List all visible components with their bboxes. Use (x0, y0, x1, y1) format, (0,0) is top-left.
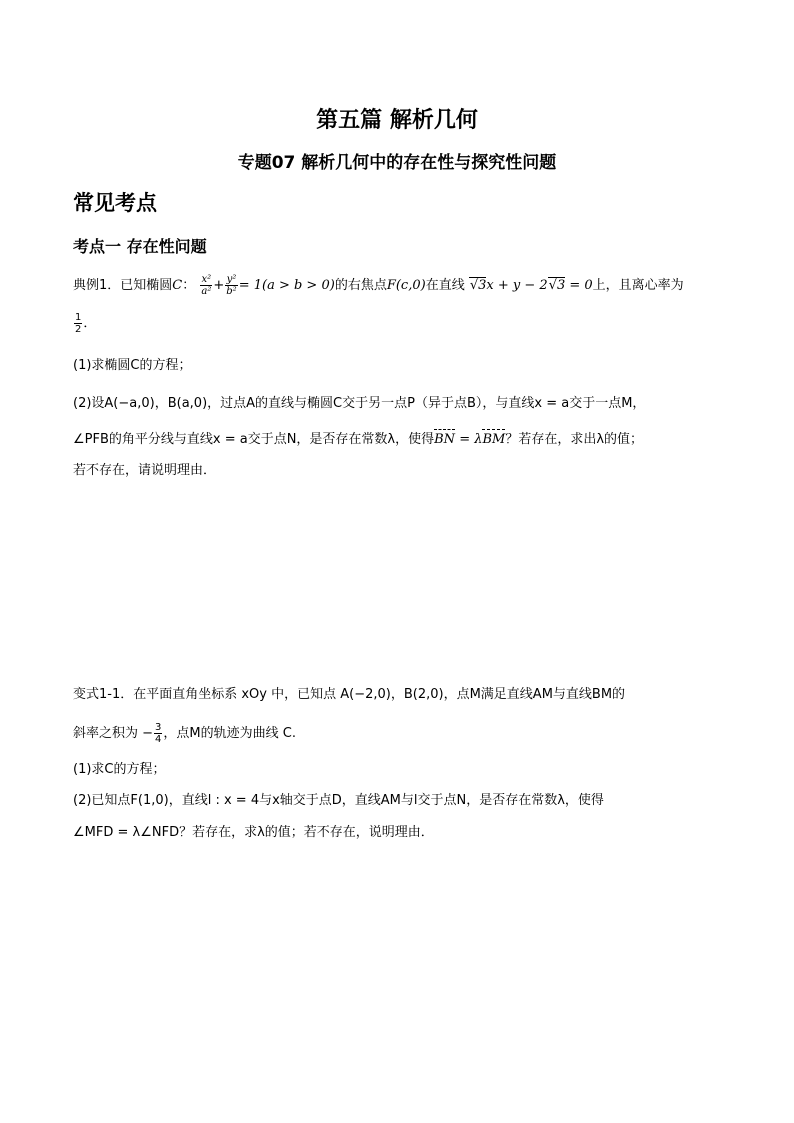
topic-subtitle: 专题07 解析几何中的存在性与探究性问题 (237, 153, 557, 173)
vector-bn: BN (434, 432, 456, 447)
fraction-x-over-a (200, 274, 212, 297)
sqrt-term: √3 (469, 278, 487, 293)
ellipse-condition: = 1(a > b > 0) (238, 278, 335, 293)
example1-question-2-line1: (2)设A(−a,0)，B(a,0)，过点A的直线与椭圆C交于另一点P（异于点B），与直线x = a交于一点M， (73, 396, 646, 411)
variant1-statement-line1: 变式1-1．在平面直角坐标系 xOy 中，已知点 A(−2,0)，B(2,0)，点M满足直线AM与直线BM的 (73, 687, 626, 702)
fraction-numerator: 3 (155, 722, 162, 733)
statement-text: 斜率之积为 − (73, 726, 154, 741)
equation-part: x + y − 2 (486, 278, 548, 293)
fraction-numerator: 1 (75, 312, 82, 323)
fraction-denominator: a² (201, 286, 212, 297)
focus-text: 的右焦点 (334, 278, 387, 293)
variant1-question-2-line1: (2)已知点F(1,0)，直线l : x = 4与x轴交于点D，直线AM与l交于点N，是否存在常数λ，使得 (73, 793, 604, 808)
example1-question-2-line2 (73, 431, 643, 449)
example1-curve: C (172, 278, 183, 293)
equation-part: = λ (455, 432, 483, 447)
equation-part: = 0 (565, 278, 593, 293)
fraction-three-quarters (154, 722, 162, 745)
example1-label: 典例1．已知椭圆 (73, 278, 173, 293)
focus-point: F(c,0) (386, 278, 426, 293)
section-heading: 常见考点 (73, 191, 157, 215)
fraction-y-over-b (225, 274, 237, 297)
fraction-denominator: 2 (75, 324, 82, 335)
subsection-heading: 考点一 存在性问题 (73, 237, 207, 256)
line-text: 在直线 (425, 278, 465, 293)
plus-sign: + (213, 278, 225, 293)
example1-question-1: (1)求椭圆C的方程； (73, 358, 192, 373)
variant1-question-2-line2: ∠MFD = λ∠NFD？若存在，求λ的值；若不存在，说明理由． (73, 825, 434, 840)
example1-statement (73, 274, 684, 297)
question-text: ？若存在，求出λ的值； (505, 432, 644, 447)
sqrt-term: √3 (548, 278, 566, 293)
document-title: 第五篇 解析几何 (316, 108, 478, 133)
line-equation (469, 277, 593, 293)
fraction-denominator: b² (226, 286, 237, 297)
statement-text: ，点M的轨迹为曲线 C. (163, 726, 296, 741)
example1-colon: ： (182, 278, 196, 293)
fraction-numerator: x² (201, 274, 212, 285)
fraction-one-half (74, 312, 82, 335)
variant1-question-1: (1)求C的方程； (73, 762, 166, 777)
fraction-numerator: y² (226, 274, 237, 285)
eccentricity-text: 上，且离心率为 (592, 278, 684, 293)
question-text: ∠PFB的角平分线与直线x = a交于点N，是否存在常数λ，使得 (73, 432, 435, 447)
fraction-denominator: 4 (155, 734, 162, 745)
example1-question-2-line3: 若不存在，请说明理由． (73, 463, 217, 478)
period: ． (83, 316, 97, 331)
variant1-statement-line2 (73, 722, 296, 745)
vector-bm: BM (482, 432, 506, 447)
eccentricity-value (73, 312, 96, 335)
